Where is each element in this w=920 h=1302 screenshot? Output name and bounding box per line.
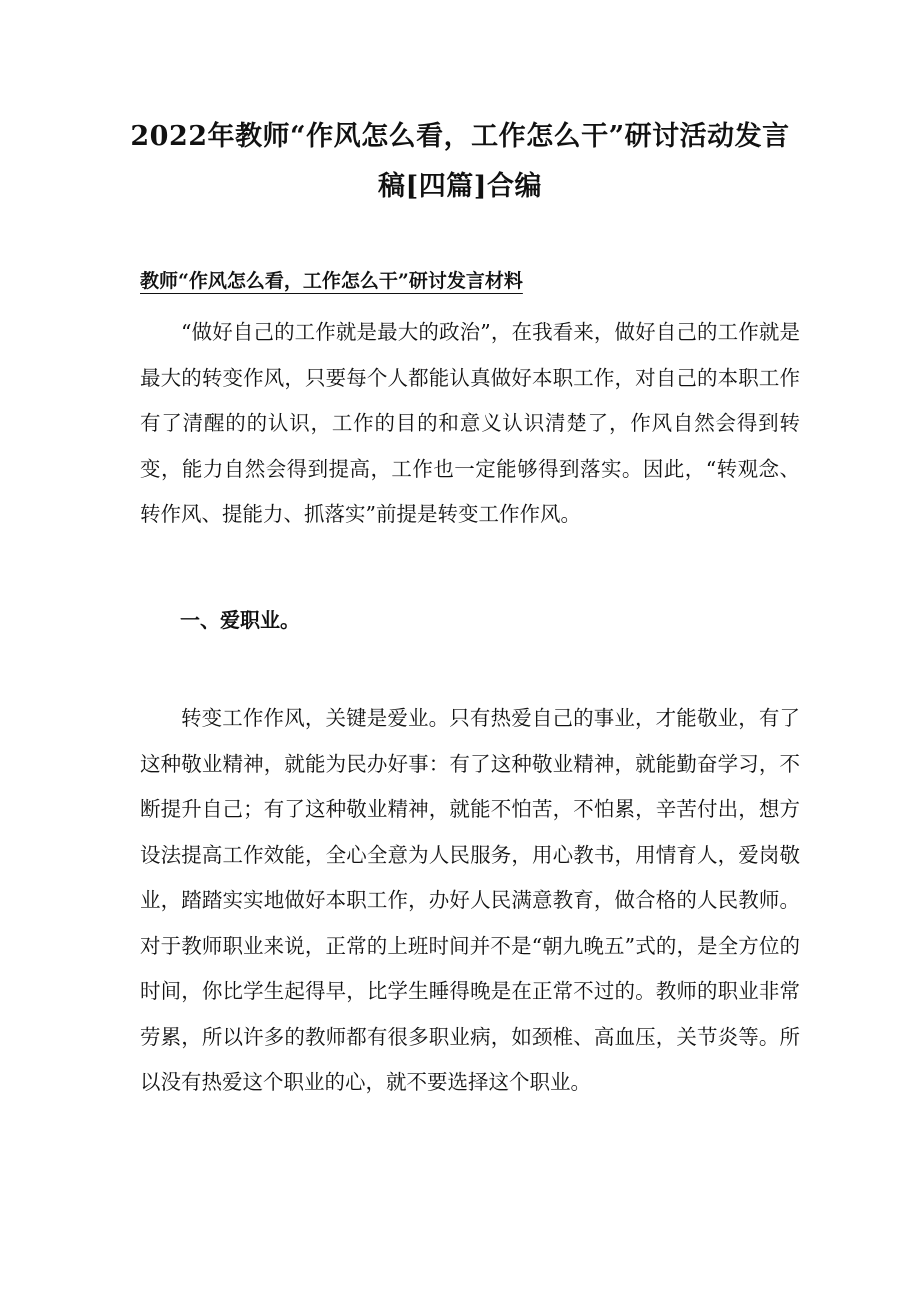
section-subheading: 教师“作风怎么看，工作怎么干”研讨发言材料 [140,270,523,292]
intro-paragraph: “做好自己的工作就是最大的政治”，在我看来，做好自己的工作就是最大的转变作风，只要每个人都能认真做好本职工作，对自己的本职工作有了清醒的的认识，工作的目的和意义认识清楚了，作风自然会得到转变，能力自然会得到提高，工作也一定能够得到落实。因此，“转观念、转作风、提能力、抓落实”前提是转变工作作风。 [140,320,800,526]
document-title: 2022年教师“作风怎么看，工作怎么干”研讨活动发言稿[四篇]合编 [130,121,790,202]
section-heading-love-profession: 一、爱职业。 [180,608,300,632]
section-paragraph: 转变工作作风，关键是爱业。只有热爱自己的事业，才能敬业，有了这种敬业精神，就能为民办好事：有了这种敬业精神，就能勤奋学习，不断提升自己；有了这种敬业精神，就能不怕苦，不怕累，辛苦付出，想方设法提高工作效能，全心全意为人民服务，用心教书，用情育人，爱岗敬业，踏踏实实地做好本职工作，办好人民满意教育，做合格的人民教师。对于教师职业来说，正常的上班时间并不是“朝九晚五”式的，是全方位的时间，你比学生起得早，比学生睡得晚是在正常不过的。教师的职业非常劳累，所以许多的教师都有很多职业病，如颈椎、高血压，关节炎等。所以没有热爱这个职业的心，就不要选择这个职业。 [140,706,800,1094]
